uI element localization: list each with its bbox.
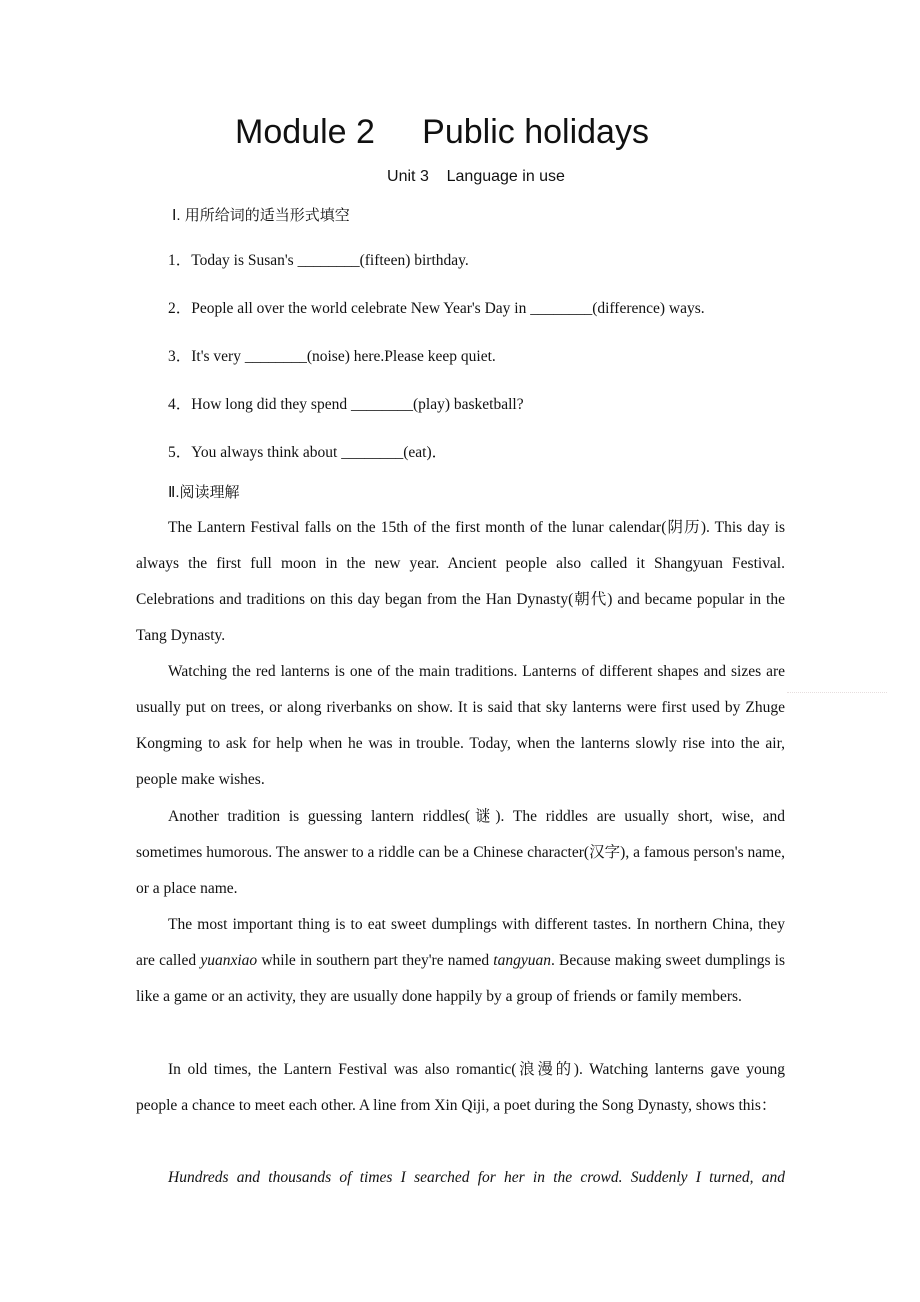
section-1-heading: Ⅰ. 用所给词的适当形式填空: [172, 207, 350, 224]
question-2: 2．People all over the world celebrate New Year's Day in ________(difference) ways.: [168, 300, 705, 317]
page-title: Module 2 Public holidays: [235, 113, 649, 151]
question-5: 5．You always think about ________(eat)．: [168, 444, 448, 461]
paragraph-4-text: . Because making sweet dumplings is like a game or an activity, they are usually done happily by a group of friends or family members.: [136, 952, 785, 1005]
question-3: 3．It's very ________(noise) here.Please keep quiet.: [168, 348, 496, 365]
divider: [787, 692, 887, 693]
paragraph-4-text: while in southern part they're named: [257, 952, 494, 969]
page-subtitle: Unit 3 Language in use: [387, 168, 565, 185]
paragraph-6-quote: Hundreds and thousands of times I searched for her in the crowd. Suddenly I turned, and: [168, 1169, 785, 1186]
question-4: 4．How long did they spend ________(play) basketball?: [168, 396, 524, 413]
paragraph-1: The Lantern Festival falls on the 15th of the first month of the lunar calendar(阴历). This day is always the first full moon in the new year. Ancient people also called it Shangyuan Festival. Celebrations and traditions on this day began from the Han Dynasty(朝代) and became popular in the Tang Dynasty.: [136, 519, 785, 644]
section-2-heading: Ⅱ.阅读理解: [168, 484, 240, 501]
paragraph-4: [136, 907, 785, 1015]
question-1: 1．Today is Susan's ________(fifteen) birthday.: [168, 252, 469, 269]
paragraph-3: Another tradition is guessing lantern riddles(谜). The riddles are usually short, wise, and sometimes humorous. The answer to a riddle can be a Chinese character(汉字), a famous person's name, or a place name.: [136, 808, 785, 897]
term-tangyuan: tangyuan: [493, 952, 551, 969]
term-yuanxiao: yuanxiao: [200, 952, 258, 969]
paragraph-2: Watching the red lanterns is one of the main traditions. Lanterns of different shapes and sizes are usually put on trees, or along riverbanks on show. It is said that sky lanterns were first used by Zhuge Kongming to ask for help when he was in trouble. Today, when the lanterns slowly rise into the air, people make wishes.: [136, 663, 785, 788]
paragraph-5: In old times, the Lantern Festival was also romantic(浪漫的). Watching lanterns gave young people a chance to meet each other. A line from Xin Qiji, a poet during the Song Dynasty, shows this：: [136, 1061, 785, 1114]
paragraph-4-text: The most important thing is to eat sweet dumplings with different tastes. In northern China, they are called: [136, 916, 785, 969]
